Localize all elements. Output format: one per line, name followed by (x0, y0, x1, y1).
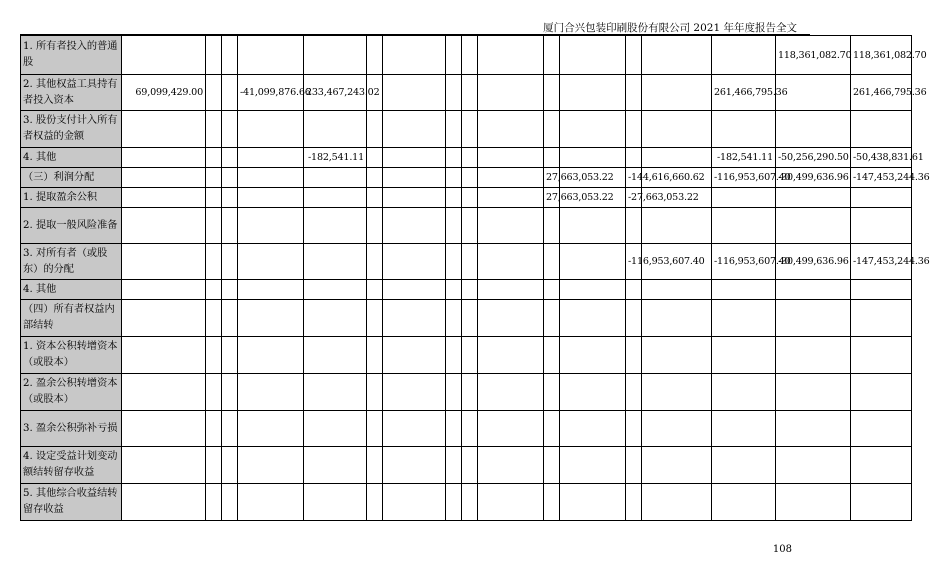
table-cell (238, 244, 304, 280)
table-cell (851, 280, 912, 300)
table-cell (626, 280, 642, 300)
table-cell (544, 280, 560, 300)
table-cell: 27,663,053.22 (544, 188, 560, 208)
table-cell (238, 188, 304, 208)
table-cell (122, 374, 206, 411)
table-cell (462, 447, 478, 484)
table-cell (851, 484, 912, 521)
table-cell (478, 447, 544, 484)
row-label: 1. 所有者投入的普通股 (21, 36, 122, 75)
report-header-title: 厦门合兴包装印刷股份有限公司 2021 年年度报告全文 (543, 22, 797, 34)
table-cell (222, 148, 238, 168)
table-cell (222, 337, 238, 374)
table-cell: -27,663,053.22 (626, 188, 642, 208)
table-cell (462, 75, 478, 111)
table-cell (712, 36, 776, 75)
table-cell: 261,466,795.36 (851, 75, 912, 111)
table-cell (712, 208, 776, 244)
table-cell (642, 148, 712, 168)
table-cell: -50,438,831.61 (851, 148, 912, 168)
table-cell (544, 337, 560, 374)
table-row (21, 411, 912, 447)
table-cell (776, 111, 851, 148)
table-cell (544, 244, 560, 280)
table-cell (367, 484, 383, 521)
table-cell: 261,466,795.36 (712, 75, 776, 111)
equity-changes-table (20, 35, 930, 521)
table-cell (206, 300, 222, 337)
table-row (21, 168, 912, 188)
table-cell (304, 300, 367, 337)
table-cell (478, 484, 544, 521)
row-label: 3. 股份支付计入所有者权益的金额 (21, 111, 122, 148)
table-cell (367, 244, 383, 280)
table-cell (544, 300, 560, 337)
table-cell (544, 447, 560, 484)
table-cell (122, 208, 206, 244)
table-cell (560, 484, 626, 521)
table-cell (367, 447, 383, 484)
table-cell (367, 411, 383, 447)
table-cell (446, 300, 462, 337)
table-cell (446, 75, 462, 111)
table-cell (238, 208, 304, 244)
table-cell (712, 337, 776, 374)
table-cell (383, 188, 446, 208)
table-cell (238, 111, 304, 148)
table-cell (560, 148, 626, 168)
table-cell (122, 188, 206, 208)
table-cell (851, 208, 912, 244)
table-cell (222, 411, 238, 447)
table-cell (446, 337, 462, 374)
table-cell (304, 280, 367, 300)
table-cell (222, 300, 238, 337)
table-cell (776, 280, 851, 300)
table-cell (462, 300, 478, 337)
table-cell (383, 337, 446, 374)
table-cell (446, 411, 462, 447)
row-label: 3. 盈余公积弥补亏损 (21, 411, 122, 447)
table-cell (776, 188, 851, 208)
row-label: 2. 提取一般风险准备 (21, 208, 122, 244)
table-cell (304, 484, 367, 521)
table-cell (122, 111, 206, 148)
table-cell (478, 337, 544, 374)
table-cell (304, 111, 367, 148)
table-cell (642, 337, 712, 374)
table-cell (642, 75, 712, 111)
table-cell (122, 244, 206, 280)
table-cell (478, 244, 544, 280)
table-cell (462, 337, 478, 374)
table-cell (462, 280, 478, 300)
table-cell (206, 337, 222, 374)
table-cell (446, 447, 462, 484)
table-cell (712, 447, 776, 484)
table-cell: -50,256,290.50 (776, 148, 851, 168)
table-cell (776, 300, 851, 337)
table-cell (122, 447, 206, 484)
row-label: 3. 对所有者（或股东）的分配 (21, 244, 122, 280)
table-cell (560, 337, 626, 374)
table-cell: -116,953,607.40 (712, 168, 776, 188)
table-row (21, 75, 912, 111)
table-cell (304, 244, 367, 280)
row-label: 2. 盈余公积转增资本（或股本） (21, 374, 122, 411)
table-row (21, 188, 912, 208)
table-cell (560, 111, 626, 148)
table-cell (642, 300, 712, 337)
table-cell (478, 208, 544, 244)
page-number: 108 (772, 544, 792, 555)
table-cell (462, 244, 478, 280)
table-cell: -30,499,636.96 (776, 244, 851, 280)
table-cell (206, 188, 222, 208)
table-cell (446, 148, 462, 168)
table-cell (712, 300, 776, 337)
table-cell (626, 447, 642, 484)
table-row (21, 208, 912, 244)
table-row (21, 148, 912, 168)
table-cell (367, 148, 383, 168)
table-cell (851, 337, 912, 374)
table-cell (462, 208, 478, 244)
table-cell (383, 36, 446, 75)
table-cell (222, 447, 238, 484)
row-label: 5. 其他综合收益结转留存收益 (21, 484, 122, 521)
table-cell (383, 75, 446, 111)
table-cell: -116,953,607.40 (712, 244, 776, 280)
table-cell (544, 36, 560, 75)
table-row (21, 111, 912, 148)
table-cell: -116,953,607.40 (626, 244, 642, 280)
table-cell (851, 300, 912, 337)
table-cell (776, 208, 851, 244)
table-cell (544, 411, 560, 447)
table-cell (206, 148, 222, 168)
table-cell (478, 411, 544, 447)
table-cell (122, 36, 206, 75)
table-cell (560, 36, 626, 75)
table-cell (206, 484, 222, 521)
table-cell (478, 36, 544, 75)
table-cell (560, 411, 626, 447)
table-cell (626, 484, 642, 521)
table-cell (544, 374, 560, 411)
table-cell (446, 244, 462, 280)
table-cell (626, 300, 642, 337)
table-cell (626, 148, 642, 168)
table-cell (462, 111, 478, 148)
table-cell (776, 411, 851, 447)
table-cell (222, 484, 238, 521)
table-cell (626, 337, 642, 374)
table-cell (304, 208, 367, 244)
row-label: 1. 资本公积转增资本（或股本） (21, 337, 122, 374)
table-cell: -41,099,876.66 (238, 75, 304, 111)
table-cell (367, 280, 383, 300)
table-cell (712, 484, 776, 521)
table-cell (383, 280, 446, 300)
row-label: （四）所有者权益内部结转 (21, 300, 122, 337)
table-cell (367, 300, 383, 337)
table-cell (642, 411, 712, 447)
table-cell (367, 188, 383, 208)
table-cell: 69,099,429.00 (122, 75, 206, 111)
table-cell (626, 208, 642, 244)
table-cell (776, 484, 851, 521)
table-cell (462, 148, 478, 168)
table-cell (206, 411, 222, 447)
table-cell (851, 111, 912, 148)
table-cell (222, 188, 238, 208)
table-row (21, 484, 912, 521)
table-cell (560, 280, 626, 300)
table-cell (642, 208, 712, 244)
table-cell (222, 208, 238, 244)
table-cell (446, 208, 462, 244)
table-cell (122, 168, 206, 188)
row-label: 4. 设定受益计划变动额结转留存收益 (21, 447, 122, 484)
table-cell: -147,453,244.36 (851, 168, 912, 188)
table-cell (383, 411, 446, 447)
table-cell (851, 188, 912, 208)
table-cell (304, 168, 367, 188)
table-cell (544, 208, 560, 244)
table-row (21, 36, 912, 75)
table-cell (206, 208, 222, 244)
table-cell (642, 280, 712, 300)
table-cell (304, 374, 367, 411)
table-cell (367, 168, 383, 188)
table-cell (206, 374, 222, 411)
table-cell (367, 36, 383, 75)
table-cell (383, 148, 446, 168)
table-cell (304, 337, 367, 374)
table-cell (222, 374, 238, 411)
table-cell: -144,616,660.62 (626, 168, 642, 188)
table-cell (462, 374, 478, 411)
table-cell (446, 111, 462, 148)
table-cell (462, 168, 478, 188)
table-cell (238, 280, 304, 300)
table-cell (712, 411, 776, 447)
row-label: 2. 其他权益工具持有者投入资本 (21, 75, 122, 111)
table-cell (383, 244, 446, 280)
table-cell (478, 148, 544, 168)
table-cell (776, 447, 851, 484)
table-cell (462, 411, 478, 447)
table-cell (462, 188, 478, 208)
table-cell (478, 188, 544, 208)
table-cell (712, 111, 776, 148)
table-cell (478, 75, 544, 111)
table-cell (206, 36, 222, 75)
table-row (21, 447, 912, 484)
table-cell (383, 300, 446, 337)
table-cell (851, 447, 912, 484)
table-cell (238, 36, 304, 75)
table-row (21, 337, 912, 374)
table-row (21, 244, 912, 280)
table-cell (238, 447, 304, 484)
table-cell (304, 36, 367, 75)
table-cell (206, 244, 222, 280)
table-cell (122, 280, 206, 300)
table-cell (383, 111, 446, 148)
table-cell (626, 36, 642, 75)
table-row (21, 280, 912, 300)
table-cell (206, 75, 222, 111)
table-cell (304, 188, 367, 208)
table-cell: -147,453,244.36 (851, 244, 912, 280)
table-cell: -182,541.11 (304, 148, 367, 168)
table-cell (776, 337, 851, 374)
table-cell (222, 36, 238, 75)
table-row (21, 374, 912, 411)
table-cell (222, 280, 238, 300)
row-label: （三）利润分配 (21, 168, 122, 188)
table-cell (122, 411, 206, 447)
table-cell (222, 168, 238, 188)
table-cell (222, 75, 238, 111)
table-cell (560, 300, 626, 337)
table-cell (222, 111, 238, 148)
table-cell (642, 447, 712, 484)
table-cell (462, 36, 478, 75)
table-cell (367, 374, 383, 411)
table-cell (238, 484, 304, 521)
table-cell (560, 75, 626, 111)
table-cell (776, 374, 851, 411)
table-cell (367, 337, 383, 374)
table-cell (446, 188, 462, 208)
table-cell (304, 411, 367, 447)
table-cell (238, 337, 304, 374)
table-cell (383, 484, 446, 521)
table-cell (642, 36, 712, 75)
table-cell (544, 148, 560, 168)
table-cell (478, 300, 544, 337)
table-cell: 233,467,243.02 (304, 75, 367, 111)
table-cell (122, 300, 206, 337)
table-cell (206, 447, 222, 484)
table-cell: 118,361,082.70 (851, 36, 912, 75)
table-cell (712, 374, 776, 411)
table-cell: -182,541.11 (712, 148, 776, 168)
table-cell (446, 168, 462, 188)
table-cell (383, 168, 446, 188)
row-label: 4. 其他 (21, 280, 122, 300)
table-cell (238, 411, 304, 447)
table-cell (560, 447, 626, 484)
table-cell (626, 75, 642, 111)
table-cell (206, 280, 222, 300)
table-cell (560, 208, 626, 244)
table-cell (304, 447, 367, 484)
table-cell (383, 208, 446, 244)
table-cell (626, 374, 642, 411)
table-cell (383, 374, 446, 411)
table-cell (626, 411, 642, 447)
table-cell (642, 111, 712, 148)
table-cell (712, 188, 776, 208)
table-cell (446, 280, 462, 300)
table-cell (544, 111, 560, 148)
table-cell (446, 36, 462, 75)
row-label: 4. 其他 (21, 148, 122, 168)
table-cell: -30,499,636.96 (776, 168, 851, 188)
table-cell (851, 374, 912, 411)
table-cell (238, 300, 304, 337)
table-cell (206, 111, 222, 148)
table-cell (560, 244, 626, 280)
table-cell (642, 374, 712, 411)
table-cell (446, 374, 462, 411)
table-cell (122, 484, 206, 521)
table-cell (238, 148, 304, 168)
table-cell (544, 75, 560, 111)
table-cell (238, 168, 304, 188)
table-cell (446, 484, 462, 521)
table-row (21, 300, 912, 337)
table-cell (462, 484, 478, 521)
table-cell (367, 208, 383, 244)
table-cell (222, 244, 238, 280)
table-cell: 118,361,082.70 (776, 36, 851, 75)
table-cell (206, 168, 222, 188)
table-cell (642, 484, 712, 521)
table-cell (478, 280, 544, 300)
table-cell (851, 411, 912, 447)
table-cell (122, 337, 206, 374)
table-cell (238, 374, 304, 411)
table-cell (712, 280, 776, 300)
table-cell (626, 111, 642, 148)
table-cell (560, 374, 626, 411)
table-cell: 27,663,053.22 (544, 168, 560, 188)
table-cell (478, 374, 544, 411)
table-cell (544, 484, 560, 521)
table-cell (122, 148, 206, 168)
table-cell (383, 447, 446, 484)
table-cell (478, 168, 544, 188)
table-cell (478, 111, 544, 148)
table-cell (367, 111, 383, 148)
row-label: 1. 提取盈余公积 (21, 188, 122, 208)
